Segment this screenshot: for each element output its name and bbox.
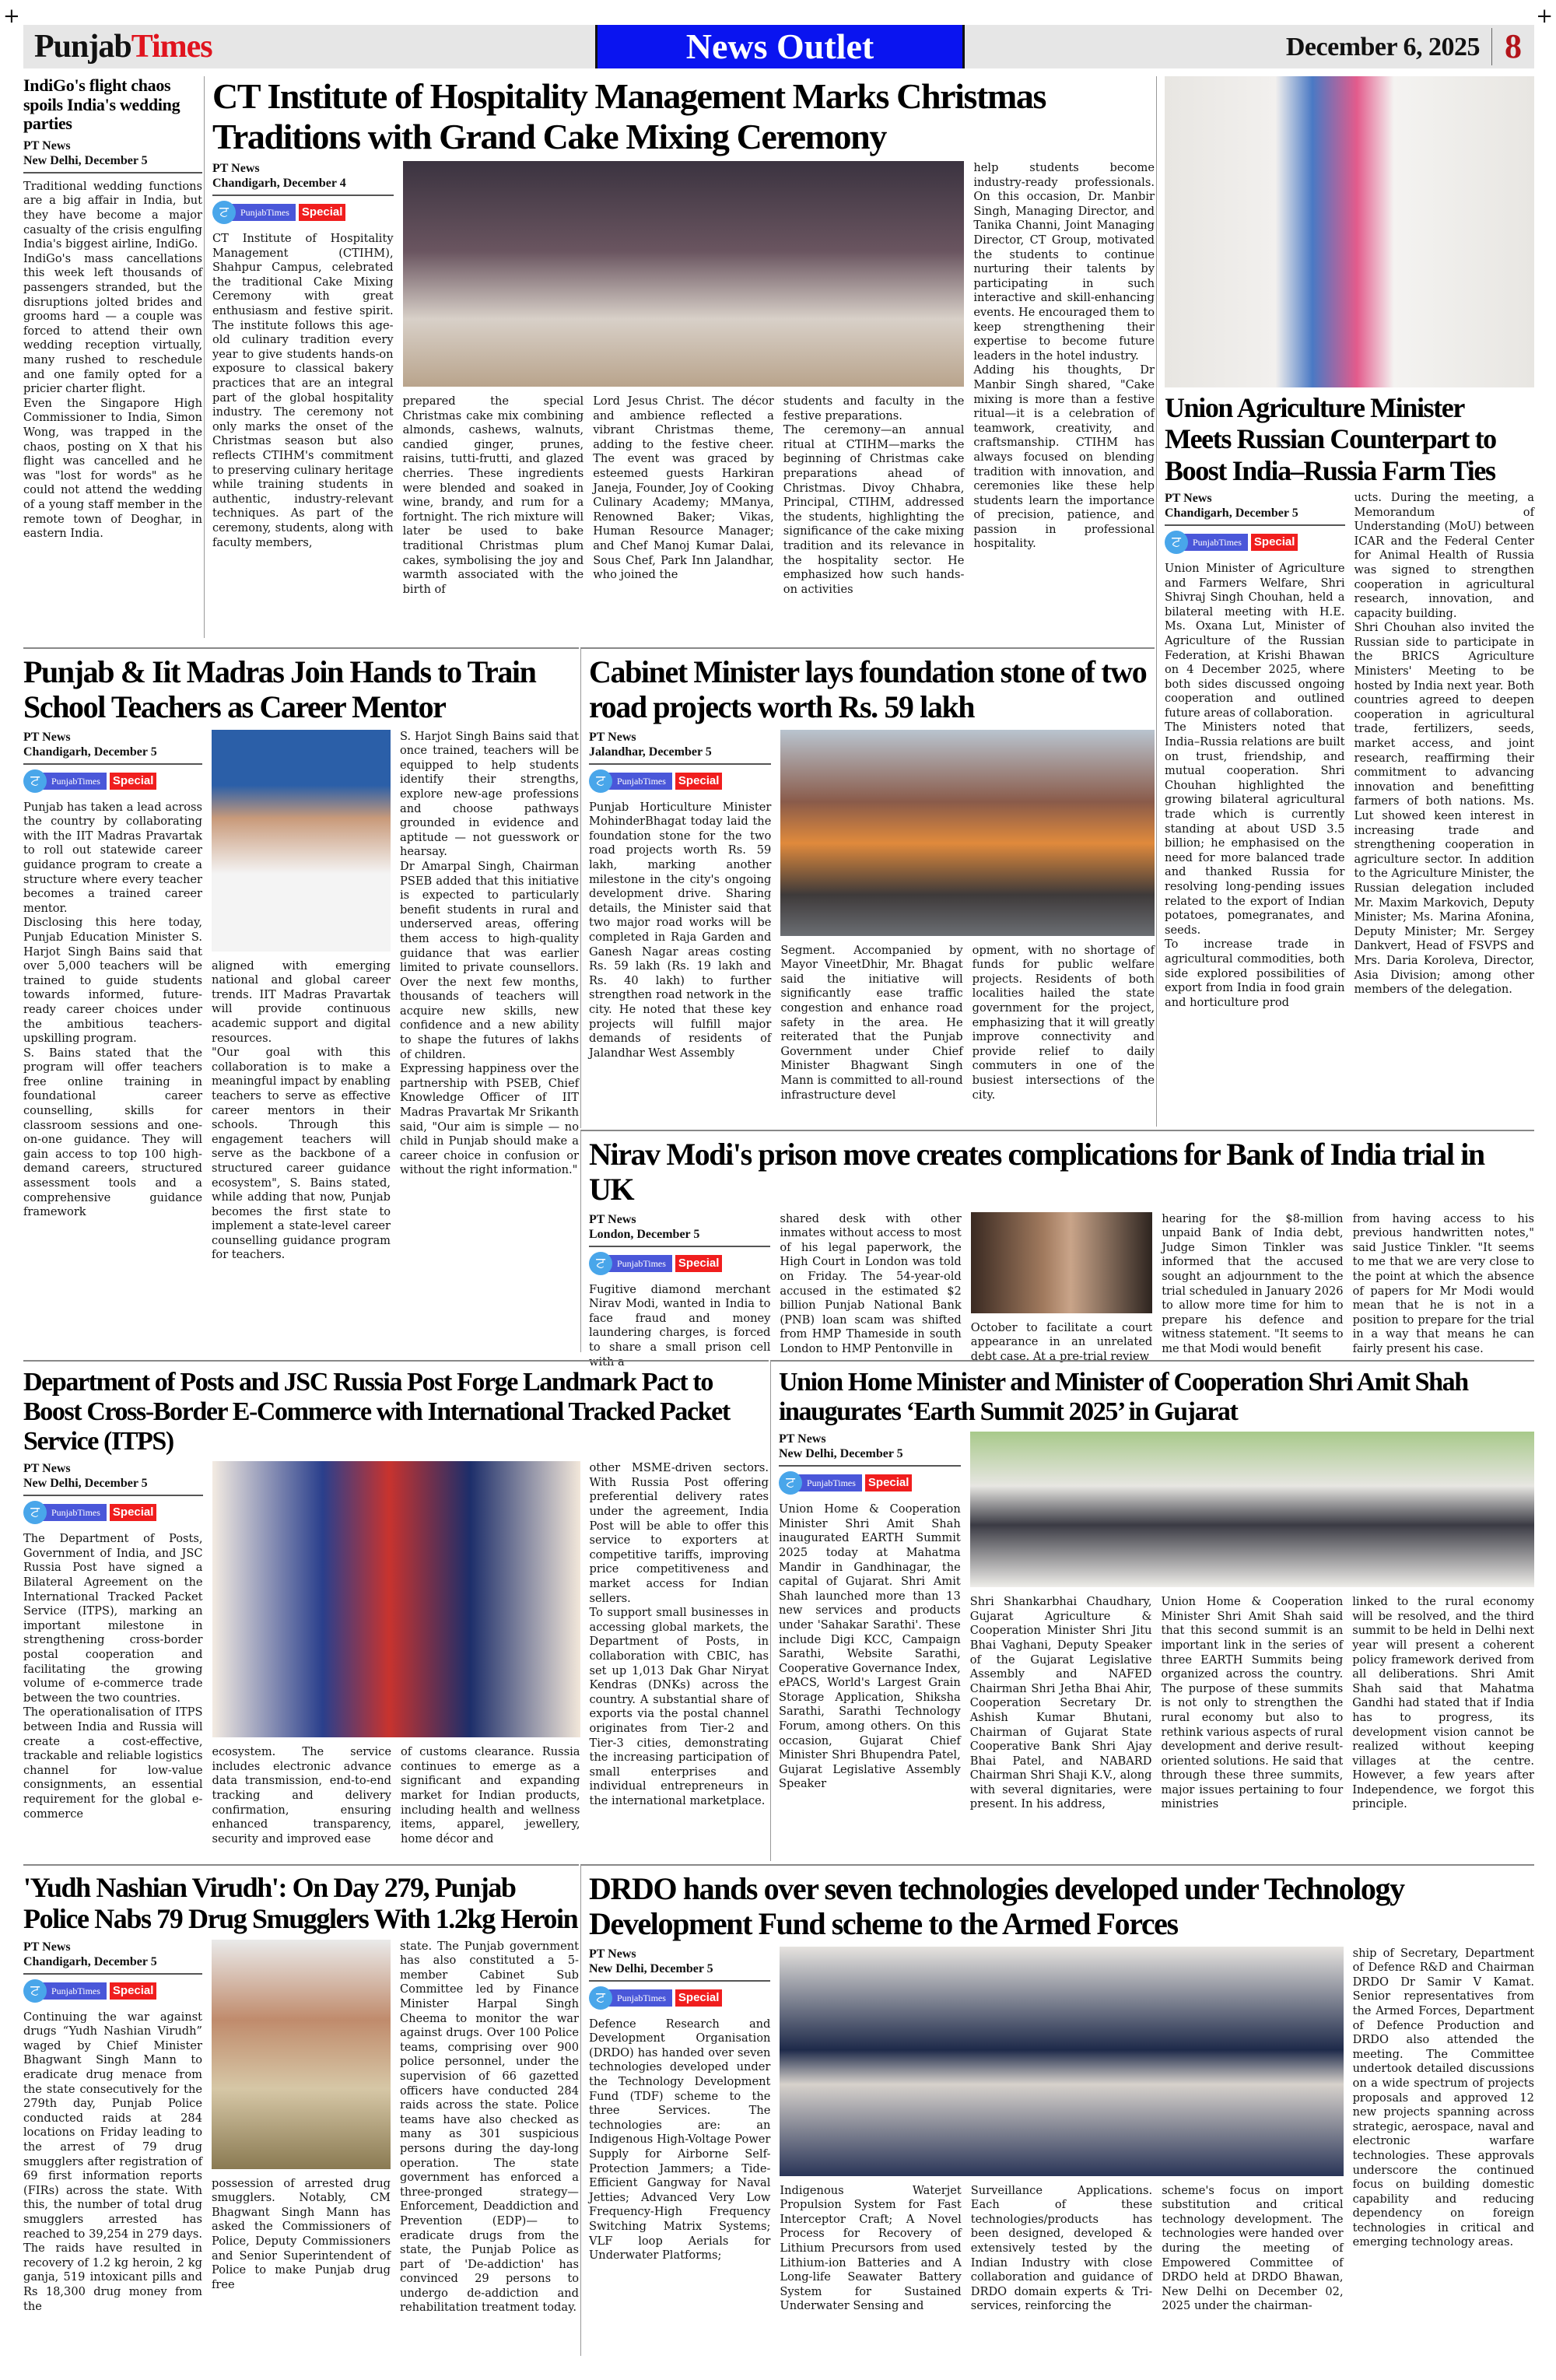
page-number: 8 [1491, 28, 1534, 65]
headline[interactable]: DRDO hands over seven technologies developed under Technology Development Fund scheme to the Armed Forces [589, 1871, 1404, 1941]
article-body [589, 1211, 1534, 1369]
badge-special: Special [1251, 534, 1298, 551]
text-column [1352, 1211, 1534, 1355]
byline-source: PT News [23, 138, 71, 152]
byline [23, 730, 202, 765]
byline-dateline: New Delhi, December 5 [23, 1477, 148, 1491]
text-column [403, 394, 584, 638]
punjabtimes-logo-icon: ਟ [589, 769, 612, 793]
punjabtimes-logo-icon: ਟ [23, 769, 47, 793]
badge-special: Special [110, 1504, 157, 1521]
article-text: scheme's focus on import substitution and critical technology development. The technologies were handed over during the meeting of Empowered Committee of DRDO held at DRDO Bhawan, New Delhi on December 02, 2025 under the chairman- [1162, 2183, 1344, 2313]
article-text: hearing for the $8-million unpaid Bank of India debt, Judge Simon Tinkler was informed that the accused sought an adjournment to the trial scheduled in January 2026 to allow more time for him to prepare his defence and witness statement. "It seems to me that Modi would benefit [1162, 1211, 1344, 1355]
badge-brand: PunjabTimes [230, 204, 296, 221]
byline [589, 1212, 770, 1247]
article-text: Fugitive diamond merchant Nirav Modi, wanted in India to face fraud and money laundering charges, is forced to share a small prison cell with a [589, 1282, 771, 1369]
text-column [780, 2184, 961, 2356]
byline-dateline: London, December 5 [589, 1227, 700, 1241]
byline [23, 1940, 202, 1975]
logo-part2: Times [131, 29, 212, 65]
byline-dateline: Chandigarh, December 5 [23, 1954, 157, 1968]
punjabtimes-special-badge [589, 1988, 770, 2008]
article-text: Indigenous Waterjet Propulsion System for Fast Interceptor Craft; A Novel Process for Recovery of Lithium Precursors from used Lithium-ion Batteries and A Long-life Seawater Battery System for Sustained Underwater Sensing and [780, 2183, 962, 2313]
byline-source: PT News [589, 1947, 636, 1961]
text-column [1352, 1595, 1534, 1861]
badge-special: Special [865, 1474, 913, 1491]
article-cabinet-minister-lays-foundation [580, 647, 1155, 1128]
article-text: help students become industry-ready professionals. On this occasion, Dr. Manbir Singh, Managing Director, and Tanika Channi, Joint Managing Director, CT Group, motivated the students to continue nurturing their talents by participating in such interactive and skill-enhancing events. He encouraged them to keep strengthening their expertise to become future leaders in the hotel industry. Adding his thoughts, Dr Manbir Singh shared, "Cake mixing is more than a festive ritual—it is a celebration of teamwork, creativity, and craftsmanship. CTIHM has always focused on blending tradition with innovation, and ceremonies like these help students learn the importance of precision, patience, and passion in professional hospitality. [973, 161, 1155, 551]
badge-special: Special [675, 1255, 723, 1272]
byline [212, 161, 394, 196]
article-photo [212, 1461, 580, 1737]
issue-date: December 6, 2025 [1285, 33, 1480, 61]
article-body [779, 1432, 1534, 1861]
byline [23, 1461, 203, 1496]
text-column [589, 1947, 770, 2356]
article-text: Lord Jesus Christ. The décor and ambience reflected a vibrant Christmas theme, adding to the festive cheer. The event was graced by esteemed guests Harkiran Janeja, Founder, Joy of Cooking Culinary Academy; MManya, Renowned Baker; Vikas, Human Resource Manager; and Chef Manoj Kumar Dalai, Sous Chef, Park Inn Jalandhar, who joined the [593, 394, 774, 582]
badge-brand: PunjabTimes [40, 773, 107, 790]
byline-source: PT News [23, 1940, 71, 1954]
byline-dateline: Chandigarh, December 5 [1165, 506, 1298, 520]
text-column [1162, 1595, 1344, 1861]
article-text: Punjab has taken a lead across the country by collaborating with the IIT Madras Pravartak to roll out statewide career guidance program to create a structure where every teacher becomes a trained career mentor. Disclosing this here today, Punjab Education Minister S. Harjot Singh Bains said that over 5,000 teachers will be trained to guide students towards informed, future-ready career choices under the ambitious teachers-upskilling program. S. Bains stated that the program will offer teachers free online training in foundational career counselling, skills for classroom sessions and one-on-one guidance. They will gain access to top 100 high-demand careers, structured assessment tools and a comprehensive guidance framework [23, 800, 202, 1219]
punjabtimes-logo-icon: ਟ [589, 1252, 612, 1275]
text-column [23, 1940, 202, 2356]
article-punjab-iit-madras-join [23, 647, 579, 1352]
article-body [23, 138, 202, 638]
article-text: October to facilitate a court appearance in an unrelated debt case. At a pre-trial review [970, 1320, 1153, 1363]
headline[interactable]: 'Yudh Nashian Virudh': On Day 279, Punjab Police Nabs 79 Drug Smugglers With 1.2kg Heroin [23, 1872, 578, 1935]
text-column [1353, 1947, 1534, 2356]
article-text: Segment. Accompanied by Mayor VineetDhir, Mr. Bhagat said the initiative will significantly ease traffic congestion and enhance road safety in the area. He reiterated that the Punjab Government under Chief Minister Bhagwant Singh Mann is committed to all-round infrastructure devel [780, 943, 963, 1102]
text-column [779, 1432, 961, 1861]
badge-special: Special [675, 773, 723, 790]
article-text: S. Harjot Singh Bains said that once trained, teachers will be equipped to help students identify their strengths, explore new-age professions and choose pathways grounded in evidence and aptitude — not guesswork or hearsay. Dr Amarpal Singh, Chairman PSEB added that this initiative is expected to particularly benefit students in rural and underserved areas, offering them access to high-quality guidance that was earlier limited to private counsellors. Over the next few months, thousands of teachers will acquire new skills, new confidence and a new ability to shape the futures of lakhs of children. Expressing happiness over the partnership with PSEB, Chief Knowledge Officer of IIT Madras Pravartak Mr Srikanth said, "Our aim is simple — no child in Punjab should make a career choice in confusion or without the right information." [400, 729, 579, 1177]
byline-dateline: New Delhi, December 5 [589, 1961, 713, 1975]
headline[interactable]: Union Home Minister and Minister of Cooperation Shri Amit Shah inaugurates ‘Earth Summit 2025’ in Gujarat [779, 1368, 1468, 1427]
article-text: of customs clearance. Russia continues to emerge as a significant and expanding market for Indian products, including health and wellness items, apparel, jewellery, home décor and [401, 1745, 580, 1845]
text-column [589, 730, 771, 1128]
headline[interactable]: Punjab & Iit Madras Join Hands to Train School Teachers as Career Mentor [23, 654, 536, 724]
text-column [780, 944, 962, 1128]
article-text: Traditional wedding functions are a big affair in India, but they have become a major casualty of the crisis engulfing India's biggest airline, IndiGo. IndiGo's mass cancellations this week left thousands of passengers stranded, but the disruptions jolted brides and grooms hard — a couple was forced to attend their own wedding reception virtually, many rushed to reschedule and one family opted for a pricier charter flight. Even the Singapore High Commissioner to India, Simon Wong, was trapped in the chaos, posting on X that his flight was cancelled and he was "lost for words" as he could not attend the wedding of a young staff member in the remote town of Deoghar, in eastern India. [23, 179, 202, 541]
badge-brand: PunjabTimes [796, 1474, 862, 1491]
byline [779, 1432, 961, 1467]
punjabtimes-special-badge [212, 202, 394, 223]
article-text: students and faculty in the festive preparations. The ceremony—an annual ritual at CTIHM—marks the beginning of Christmas cake preparations ahead of Christmas. Divoy Chhabra, Principal, CTIHM, addressed the students, highlighting the significance of the cake mixing tradition and its relevance in the hospitality sector. He emphasized how such hands-on activities [783, 394, 965, 596]
punjabtimes-logo-icon: ਟ [779, 1471, 802, 1495]
byline-source: PT News [23, 1462, 71, 1476]
logo-part1: Punjab [34, 29, 131, 65]
byline-dateline: New Delhi, December 5 [779, 1447, 903, 1461]
text-column [212, 161, 394, 638]
article-photo [1165, 76, 1534, 387]
article-text: other MSME-driven sectors. With Russia Post offering preferential delivery rates under the agreement, India Post will be able to offer this service to exporters at competitive tariffs, improving price competitiveness and market access for Indian sellers. To support small businesses in accessing global markets, the Department of Posts, in collaboration with CBIC, has set up 1,013 Dak Ghar Niryat Kendras (DNKs) across the country. A substantial share of exports via the postal channel originates from Tier-2 and Tier-3 cities, demonstrating the increasing participation of small enterprises and individual entrepreneurs in the international marketplace. [589, 1461, 769, 1807]
article-text: Surveillance Applications. Each of these technologies/products has been designed, developed & extensively tested by the Indian Industry with close collaboration and guidance of DRDO domain experts & Tri-services, reinforcing the [970, 2183, 1153, 2313]
byline-source: PT News [589, 730, 636, 744]
badge-brand: PunjabTimes [40, 1504, 107, 1521]
article-text: The Department of Posts, Government of India, and JSC Russia Post have signed a Bilateral Agreement on the International Tracked Packet Service (ITPS), marking an important milestone in strengthening cross-border postal cooperation and facilitating the growing volume of e-commerce trade between the two countries. The operationalisation of ITPS between India and Russia will create a cost-effective, trackable and reliable logistics channel for low-value consignments, an essential requirement for the global e-commerce [23, 1532, 203, 1821]
punjabtimes-special-badge [779, 1473, 961, 1493]
masthead [23, 25, 1534, 68]
section-title: News Outlet [595, 25, 965, 68]
headline[interactable]: Union Agriculture Minister Meets Russian Counterpart to Boost India–Russia Farm Ties [1165, 392, 1496, 486]
punjabtimes-special-badge [23, 1502, 203, 1523]
article-text: Punjab Horticulture Minister MohinderBhagat today laid the foundation stone for the two road projects worth Rs. 59 lakh, marking another milestone in the city's ongoing development drive. Sharing details, the Minister said that two major road works will be completed in Raja Garden and Ganesh Nagar areas costing Rs. 59 lakh (Rs. 19 lakh and Rs. 40 lakh) to further strengthen road network in the city. He noted that these key projects will fulfill major demands of residents of Jalandhar West Assembly [589, 800, 772, 1060]
article-body [589, 730, 1155, 1128]
text-column [970, 1595, 1152, 1861]
article-text: aligned with emerging national and global career trends. IIT Madras Pravartak will provide continuous academic support and digital resources. "Our goal with this collaboration is to make a meaningful impact by enabling teachers to serve as effective career mentors in their schools. Through this engagement teachers will serve as the backbone of a structured career guidance ecosystem", S. Bains stated, while adding that now, Punjab becomes the first state to implement a state-level career counselling guidance program for teachers. [212, 959, 391, 1262]
punjabtimes-logo-icon: ਟ [212, 201, 236, 224]
text-column [1162, 2184, 1343, 2356]
badge-brand: PunjabTimes [606, 1989, 672, 2007]
article-indigo-s-flight-chaos [23, 76, 202, 638]
article-union-agriculture-minister-meets [1156, 76, 1534, 1127]
text-column [593, 394, 774, 638]
punjabtimes-special-badge [589, 1253, 770, 1274]
article-body [1165, 491, 1534, 1127]
article-text: Defence Research and Development Organisation (DRDO) has handed over seven technologies developed under the Technology Development Fund (TDF) scheme to the three Services. The technologies are: an Indigenous High-Voltage Power Supply for Airborne Self-Protection Jammers; a Tide-Efficient Gangway for Naval Jetties; Advanced Very Low Frequency-High Frequency Switching Matrix Systems; VLF loop Aerials for Underwater Platforms; [589, 2017, 771, 2263]
badge-special: Special [110, 1982, 157, 2000]
text-column [23, 1461, 203, 1861]
headline[interactable]: CT Institute of Hospitality Management Marks Christmas Traditions with Grand Cake Mixing Ceremony [212, 76, 1046, 156]
text-column [1165, 491, 1345, 1127]
byline-dateline: Jalandhar, December 5 [589, 745, 712, 759]
badge-special: Special [675, 1989, 723, 2007]
article-ct-institute-of-hospitality [204, 76, 1155, 638]
headline[interactable]: Cabinet Minister lays foundation stone of two road projects worth Rs. 59 lakh [589, 654, 1147, 724]
crop-mark-left: + [3, 5, 20, 28]
article-photo [212, 730, 391, 952]
article-photo [212, 1940, 391, 2169]
text-column [589, 1212, 771, 1369]
byline [23, 138, 202, 174]
article-body [23, 730, 579, 1352]
text-column [783, 394, 965, 638]
headline[interactable]: Department of Posts and JSC Russia Post Forge Landmark Pact to Boost Cross-Border E-Commerce with International Tracked Packet Service (ITPS) [23, 1368, 730, 1456]
article-photo [970, 1432, 1534, 1587]
text-column [401, 1745, 580, 1861]
article-text: possession of arrested drug smugglers. Notably, CM Bhagwant Singh Mann has asked the Commissioners of Police, Deputy Commissioners and Senior Superintendent of Police to make Punjab drug free [212, 2176, 391, 2291]
text-column [23, 730, 202, 1352]
text-column [973, 161, 1155, 638]
badge-special: Special [299, 204, 346, 221]
byline [589, 1947, 770, 1982]
article-body [212, 161, 1155, 638]
text-column [590, 1461, 769, 1861]
crop-mark-right: + [1536, 5, 1553, 28]
punjabtimes-logo-icon: ਟ [1165, 531, 1188, 554]
text-column [212, 1745, 392, 1861]
article-nirav-modi-s-prison [580, 1130, 1534, 1369]
badge-brand: PunjabTimes [606, 773, 672, 790]
article-text: linked to the rural economy will be resolved, and the third summit to be held in Delhi next year will present a coherent policy framework derived from all deliberations. Shri Amit Shah said that Mahatma Gandhi had stated that if India has to progress, its development vision cannot be realized without keeping villages at the centre. However, a few years after Independence, we forgot this principle. [1352, 1595, 1534, 1811]
badge-special: Special [110, 773, 157, 790]
punjabtimes-special-badge [23, 1981, 202, 2001]
article-body [589, 1947, 1534, 2356]
text-column [780, 1211, 962, 1355]
article-text: ucts. During the meeting, a Memorandum of Understanding (MoU) between ICAR and the Federal Center for Animal Health of Russia was signed to strengthen cooperation in agricultural research, innovation, and capacity building. Shri Chouhan also invited the Russian side to participate in the BRICS Agriculture Ministers' Meeting to be hosted by India next year. Both countries agreed to deepen cooperation in agricultural trade, fertilizers, seeds, market access, and joint research, reaffirming their commitment to advancing innovation and benefitting farmers of both nations. Ms. Lut showed keen interest in increasing trade and strengthening cooperation in agriculture sector. In addition to the Agriculture Minister, the Russian delegation included Mr. Maxim Markovich, Deputy Minister; Ms. Marina Afonina, Deputy Minister; Mr. Sergey Dankvert, Head of FSVPS and Mrs. Daria Koroleva, Director, Asia Division; among other members of the delegation. [1354, 490, 1534, 997]
article-body [23, 1461, 769, 1861]
article-text: ecosystem. The service includes electronic advance data transmission, end-to-end tracking and delivery confirmation, ensuring enhanced transparency, security and improved ease [212, 1745, 391, 1845]
byline-dateline: New Delhi, December 5 [23, 153, 148, 167]
article-text: Union Home & Cooperation Minister Shri Amit Shah said that this second summit is an important link in the series of three EARTH Summits being organized across the country. The purpose of these summits is not only to strengthen the rural economy but also to rethink various aspects of rural development and derive result-oriented solutions. He said that through these three summits, major issues pertaining to four ministries [1161, 1595, 1344, 1811]
article-text: opment, with no shortage of funds for public welfare projects. Residents of both localities hailed the state government for the project, emphasizing that it will greatly improve connectivity and provide relief to daily commuters in one of the busiest intersections of the city. [972, 943, 1155, 1102]
headline[interactable]: IndiGo's flight chaos spoils India's wedding parties [23, 75, 180, 134]
article-department-of-posts-and [23, 1360, 769, 1861]
byline-source: PT News [23, 730, 71, 744]
byline-source: PT News [779, 1432, 826, 1446]
article-text: Union Minister of Agriculture and Farmers Welfare, Shri Shivraj Singh Chouhan, held a bilateral meeting with H.E. Ms. Oxana Lut, Minister of Agriculture of the Russian Federation, at Krishi Bhawan on 4 December 2025, where both sides discussed ongoing cooperation and outlined future areas of collaboration. The Ministers noted that India–Russia relations are built on trust, friendship, and mutual cooperation. Shri Chouhan highlighted the growing bilateral agricultural trade which is currently standing at about USD 3.5 billion; he emphasised on the need for more balanced trade and thanked Russia for resolving long-pending issues related to the export of Indian potatoes, pomegranates, and seeds. To increase trade in agricultural commodities, both side explored possibilities of export from India in food grain and horticulture prod [1165, 561, 1345, 1009]
punjabtimes-special-badge [589, 771, 771, 791]
article-text: Shri Shankarbhai Chaudhary, Gujarat Agriculture & Cooperation Minister Shri Jitu Bhai Vaghani, Deputy Speaker of the Gujarat Legislative Assembly and NAFED Chairman Shri Jetha Bhai Ahir, Cooperation Secretary Dr. Ashish Kumar Bhutani, Chairman of Gujarat State Cooperative Bank Shri Ajay Bhai Patel, and NABARD Chairman Shri Shaji K.V., along with several dignitaries, were present. In his address, [969, 1595, 1152, 1811]
text-column [400, 730, 579, 1352]
byline-source: PT News [212, 162, 260, 176]
text-column [1162, 1211, 1344, 1355]
article-photo [780, 730, 1155, 936]
byline [1165, 491, 1345, 526]
byline-dateline: Chandigarh, December 4 [212, 177, 346, 191]
badge-brand: PunjabTimes [40, 1982, 107, 2000]
article-text: Union Home & Cooperation Minister Shri Amit Shah inaugurated EARTH Summit 2025 today at Mahatma Mandir in Gandhinagar, the capital of Gujarat. Shri Amit Shah launched more than 13 new services and products under 'Sahakar Sarathi'. These include Digi KCC, Campaign Sarathi, Website Sarathi, Cooperative Governance Index, ePACS, World's Largest Grain Storage Application, Shiksha Sarathi, Sarathi Technology Forum, among others. On this occasion, Gujarat Chief Minister Shri Bhupendra Patel, Gujarat Legislative Assembly Speaker [779, 1502, 961, 1791]
article-drdo-hands-over-seven [580, 1864, 1534, 2356]
badge-brand: PunjabTimes [606, 1255, 672, 1272]
punjabtimes-logo-icon: ਟ [589, 1986, 612, 2010]
punjabtimes-special-badge [1165, 532, 1345, 552]
article-text: CT Institute of Hospitality Management (CTIHM), Shahpur Campus, celebrated the traditional Cake Mixing Ceremony with great enthusiasm and festive spirit. The institute follows this age-old culinary tradition every year to give students hands-on exposure to classical bakery practices that are an integral part of the global hospitality industry. The ceremony not only marks the onset of the Christmas season but also reflects CTIHM's commitment to preserving culinary heritage while training students in authentic, industry-relevant techniques. As part of the ceremony, students, along with faculty members, [212, 232, 394, 549]
article-text: from having access to his previous handwritten notes," said Justice Tinkler. "It seems to me that we are very close to the point at which the absence of papers for Mr Modi would mean that he is not in a position to prepare for the trial in a way that means he can fairly present his case. [1352, 1211, 1534, 1355]
article-union-home-minister-and [770, 1360, 1534, 1861]
byline-source: PT News [1165, 491, 1212, 505]
logo [34, 30, 212, 64]
text-column [400, 1940, 579, 2356]
headline[interactable]: Nirav Modi's prison move creates complications for Bank of India trial in UK [589, 1137, 1484, 1207]
text-column [972, 944, 1155, 1128]
article-photo [780, 1947, 1343, 2176]
byline-dateline: Chandigarh, December 5 [23, 745, 157, 759]
badge-brand: PunjabTimes [1182, 534, 1248, 551]
article-body [23, 1940, 579, 2356]
article-text: prepared the special Christmas cake mix combining almonds, cashews, walnuts, candied ginger, prunes, raisins, tutti-frutti, and glazed cherries. These ingredients were blended and soaked in wine, brandy, and rum for a fortnight. The rich mixture will later be used to bake traditional Christmas plum cakes, symbolising the joy and warmth associated with the birth of [402, 394, 584, 596]
article-text: state. The Punjab government has also constituted a 5-member Cabinet Sub Committee led by Finance Minister Harpal Singh Cheema to monitor the war against drugs. Over 100 Police teams, comprising over 900 police personnel, under the supervision of 66 gazetted officers have conducted 284 raids across the state. Police teams have also checked as many as 301 suspicious persons during the day-long operation. The state government has enforced a three-pronged strategy—Enforcement, Deaddiction and Prevention (EDP)— to eradicate drugs from the state, the Punjab Police as part of 'De-addiction' has convinced 29 persons to undergo de-addiction and rehabilitation treatment today. [400, 1939, 579, 2315]
article-text: ship of Secretary, Department of Defence R&D and Chairman DRDO Dr Samir V Kamat. Senior representatives from the Armed Forces, Department of Defence Production and DRDO also attended the meeting. The Committee undertook detailed discussions on a wide spectrum of projects proposals and approved 12 new projects spanning across strategic, aerospace, naval and electronic warfare technologies. These approvals underscore the continued focus on building domestic capability and reducing dependency on foreign technologies in critical and emerging technology areas. [1352, 1946, 1534, 2249]
punjabtimes-special-badge [23, 771, 202, 791]
text-column [212, 959, 391, 1352]
text-column [971, 2184, 1152, 2356]
article-text: Continuing the war against drugs “Yudh Nashian Virudh” waged by Chief Minister Bhagwant Singh Mann to eradicate drug menace from the state consecutively for the 279th day, Punjab Police conducted raids at 284 locations on Friday leading to the arrest of 79 drug smugglers after registration of 69 first information reports (FIRs) across the state. With this, the number of total drug smugglers arrested has reached to 39,254 in 279 days. The raids have resulted in recovery of 1.2 kg heroin, 2 kg ganja, 519 intoxicant pills and Rs 18,300 drug money from the [23, 2010, 202, 2313]
punjabtimes-logo-icon: ਟ [23, 1979, 47, 2003]
article-text: shared desk with other inmates without access to most of his legal paperwork, the High Court in London was told on Friday. The 54-year-old accused in the estimated $2 billion Punjab National Bank (PNB) loan scam was shifted from HMP Thameside in south London to HMP Pentonville in [780, 1211, 962, 1355]
byline [589, 730, 771, 765]
byline-source: PT News [589, 1212, 636, 1226]
text-column [1354, 491, 1535, 1127]
article-photo [403, 161, 965, 387]
text-column [23, 138, 202, 638]
article-yudh-nashian-virudh-on [23, 1864, 579, 2356]
article-photo [971, 1212, 1152, 1313]
text-column [970, 1320, 1153, 1363]
punjabtimes-logo-icon: ਟ [23, 1501, 47, 1524]
text-column [212, 2177, 391, 2356]
